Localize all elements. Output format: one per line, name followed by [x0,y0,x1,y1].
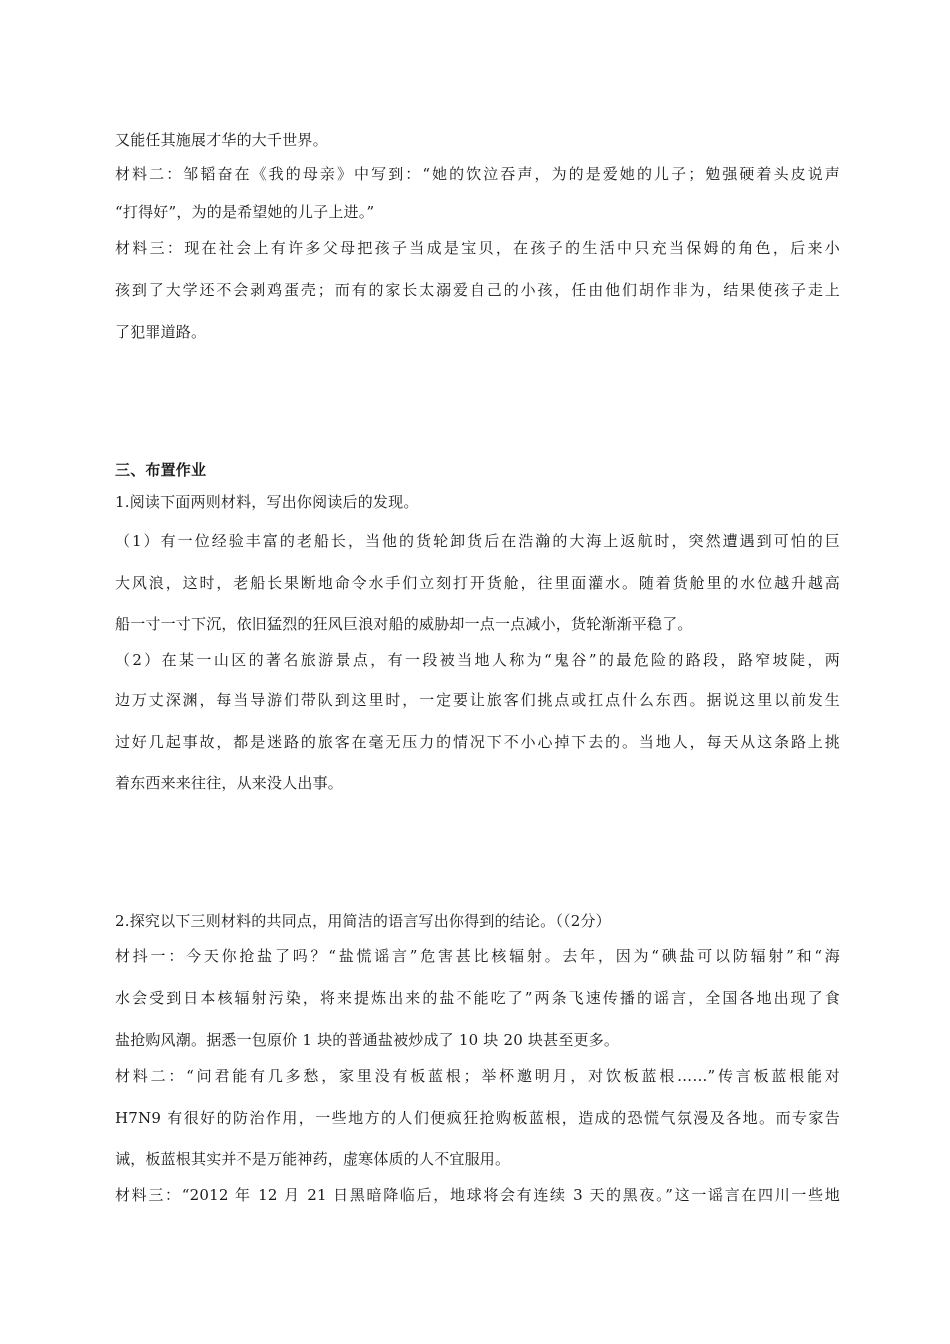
q2-material-2-line-3: 诫，板蓝根其实并不是万能神药，虚寒体质的人不宜服用。 [115,1150,511,1168]
q2-material-2-line-2: H7N9 有很好的防治作用，一些地方的人们便疯狂抢购板蓝根，造成的恐慌气氛漫及各地。而专家告 [115,1109,840,1127]
question-1-prompt: 1.阅读下面两则材料，写出你阅读后的发现。 [115,493,419,511]
q1-item-1-line-1: （1）有一位经验丰富的老船长，当他的货轮卸货后在浩瀚的大海上返航时，突然遭遇到可怕的巨 [115,532,840,550]
material-3-line-1: 材料三：现在社会上有许多父母把孩子当成是宝贝，在孩子的生活中只充当保姆的角色，后来小 [115,239,840,257]
question-2-prompt: 2.探究以下三则材料的共同点，用简洁的语言写出你得到的结论。（（2分） [115,912,611,930]
material-3-line-3: 了犯罪道路。 [115,323,207,341]
q1-item-2-line-2: 边万丈深渊，每当导游们带队到这里时，一定要让旅客们挑点或扛点什么东西。据说这里以前发生 [115,691,840,709]
q2-material-1-line-3: 盐抢购风潮。据悉一包原价 1 块的普通盐被炒成了 10 块 20 块甚至更多。 [115,1031,620,1049]
q2-material-2-line-1: 材料二：“问君能有几多愁，家里没有板蓝根；举杯邀明月，对饮板蓝根……”传言板蓝根能对 [115,1067,840,1085]
q1-item-1-line-2: 大风浪，这时，老船长果断地命令水手们立刻打开货舱，往里面灌水。随着货舱里的水位越升越高 [115,574,840,592]
material-2-line-2: “打得好”，为的是希望她的儿子上进。” [115,203,375,221]
q2-material-1-line-2: 水会受到日本核辐射污染，将来提炼出来的盐不能吃了”两条飞速传播的谣言，全国各地出现了食 [115,989,840,1007]
q1-item-2-line-4: 着东西来来往往，从来没人出事。 [115,774,344,792]
q1-item-1-line-3: 船一寸一寸下沉，依旧猛烈的狂风巨浪对船的威胁却一点一点减小，货轮渐渐平稳了。 [115,615,693,633]
q2-material-3-line-1: 材料三：“2012 年 12 月 21 日黑暗降临后，地球将会有连续 3 天的黑夜。”这一谣言在四川一些地 [115,1186,840,1204]
material-2-line-1: 材料二：邹韬奋在《我的母亲》中写到：“她的饮泣吞声，为的是爱她的儿子；勉强硬着头皮说声 [115,165,840,183]
q2-material-1-line-1: 材抖一：今天你抢盐了吗？“盐慌谣言”危害甚比核辐射。去年，因为“碘盐可以防辐射”和“海 [115,947,840,965]
section-heading-homework: 三、布置作业 [115,461,207,479]
intro-continuation-line: 又能任其施展才华的大千世界。 [115,131,328,149]
material-3-line-2: 孩到了大学还不会剥鸡蛋壳；而有的家长太溺爱自己的小孩，任由他们胡作非为，结果使孩子走上 [115,281,840,299]
q1-item-2-line-3: 过好几起事故，都是迷路的旅客在毫无压力的情况下不小心掉下去的。当地人，每天从这条路上挑 [115,733,840,751]
q1-item-2-line-1: （2）在某一山区的著名旅游景点，有一段被当地人称为“鬼谷”的最危险的路段，路窄坡陡，两 [115,651,840,669]
